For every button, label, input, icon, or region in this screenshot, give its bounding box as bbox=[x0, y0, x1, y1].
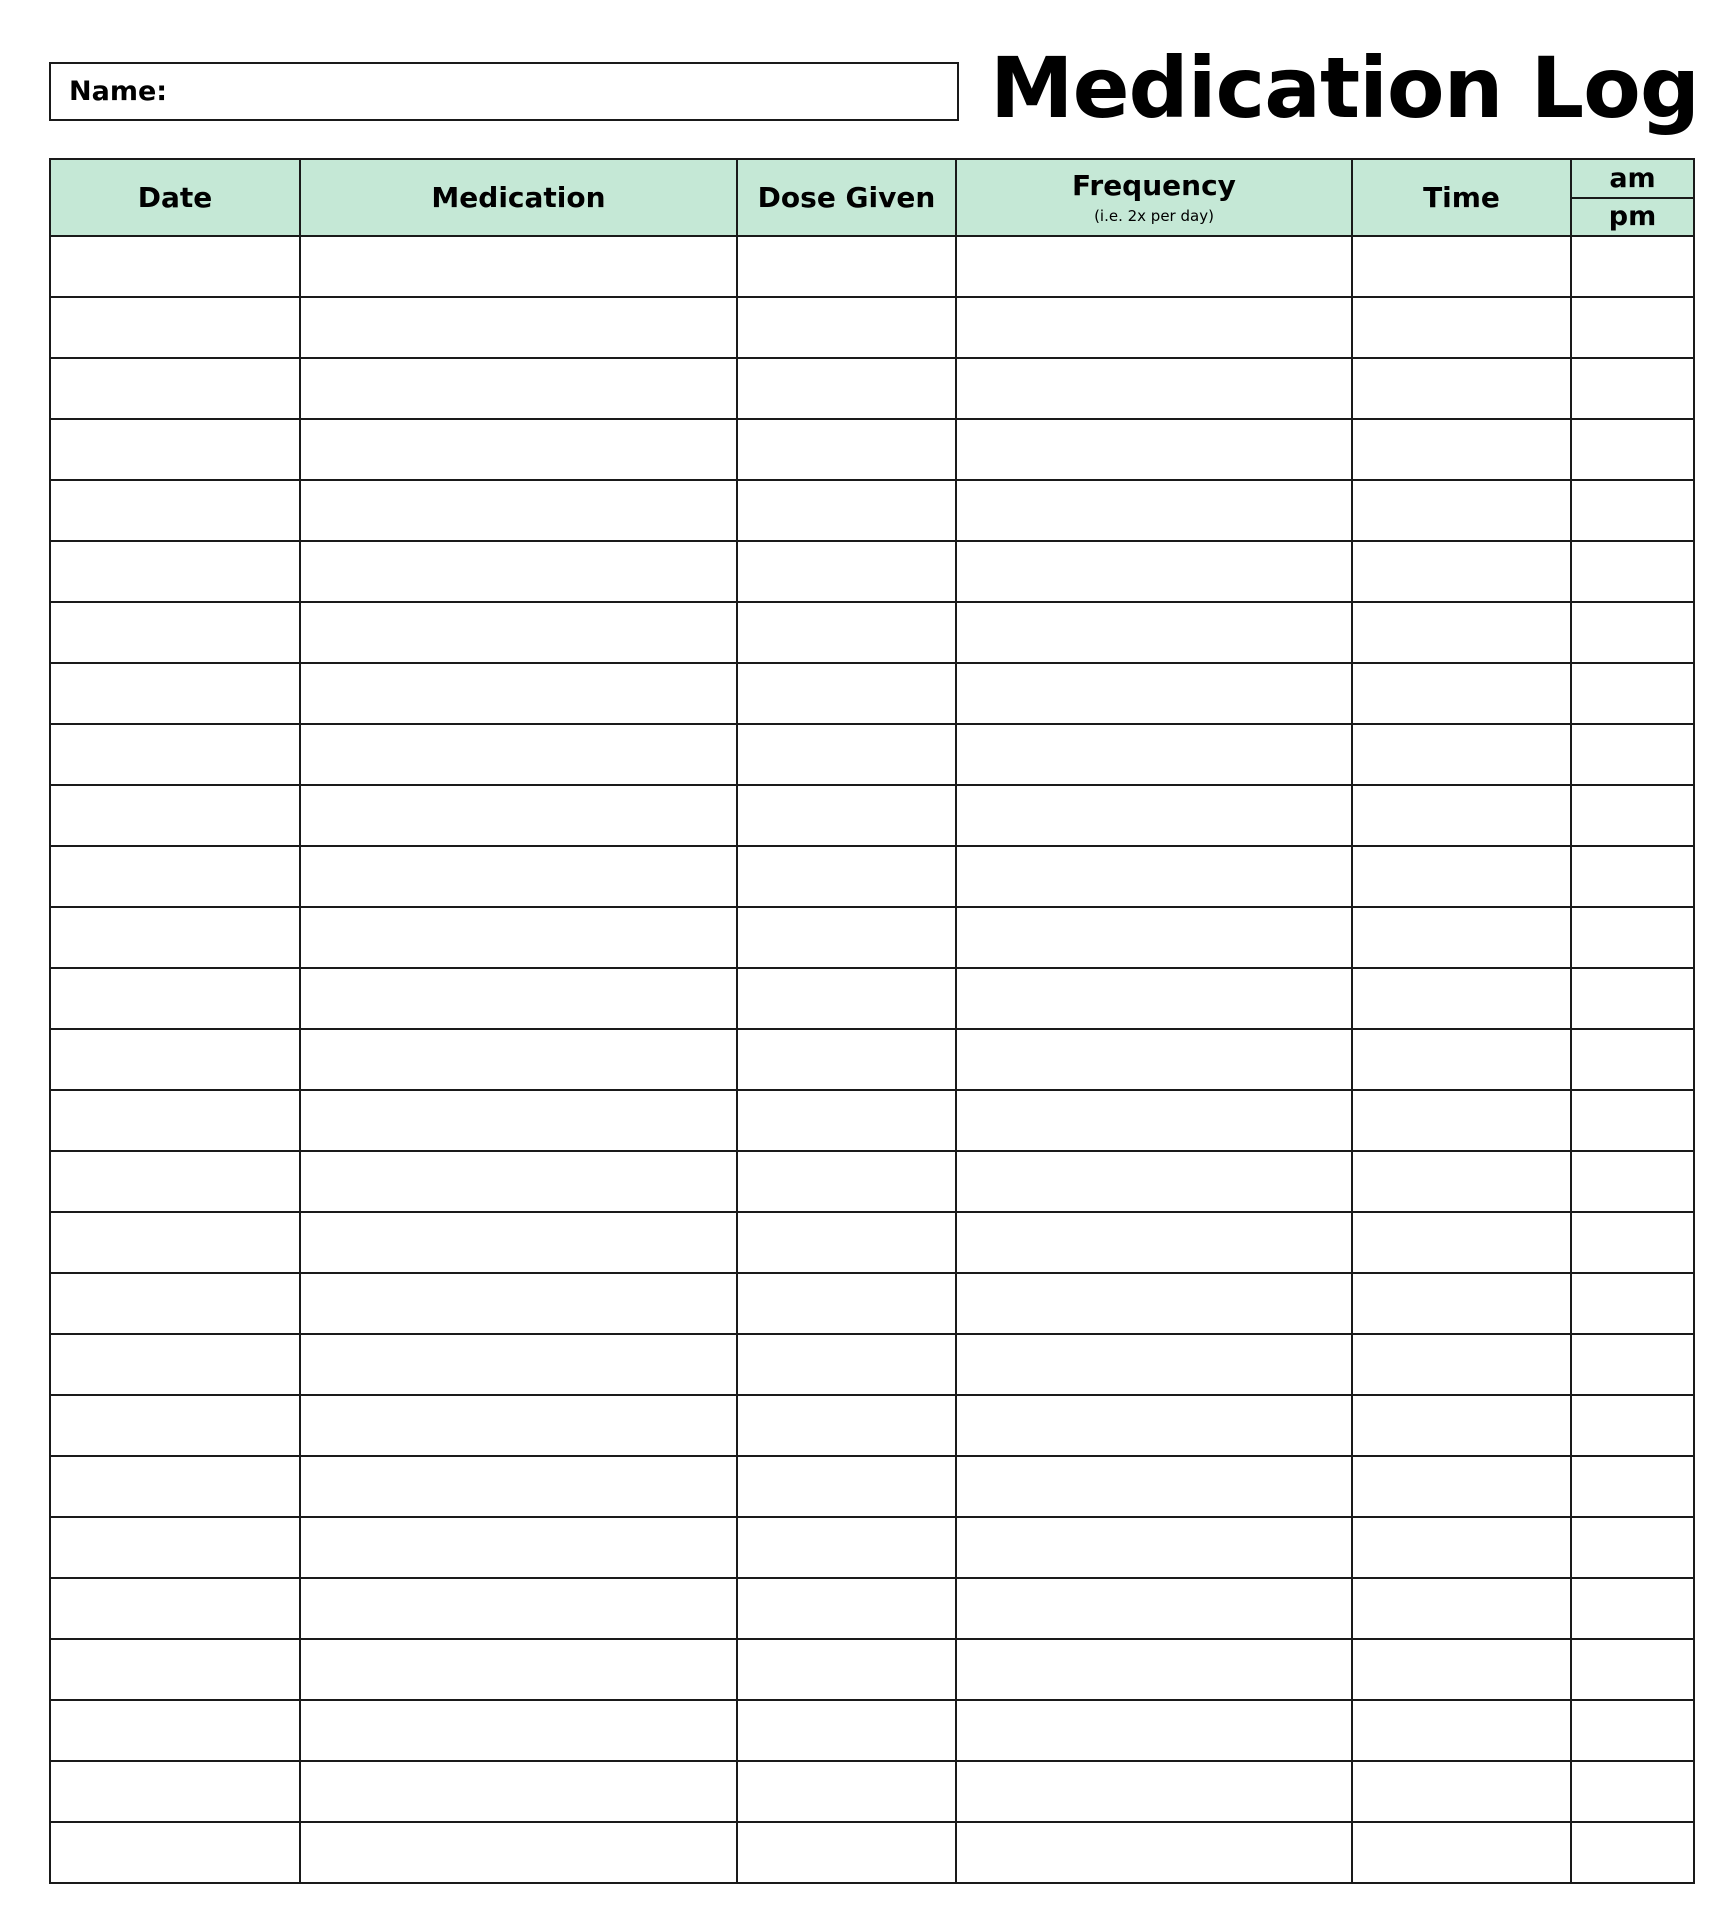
medication-cell[interactable] bbox=[300, 968, 737, 1029]
dose-cell[interactable] bbox=[737, 1273, 956, 1334]
frequency-cell[interactable] bbox=[956, 1700, 1352, 1761]
time-cell[interactable] bbox=[1352, 297, 1571, 358]
date-cell[interactable] bbox=[50, 968, 300, 1029]
time-cell[interactable] bbox=[1352, 541, 1571, 602]
table-row bbox=[50, 1212, 1694, 1273]
time-cell[interactable] bbox=[1352, 846, 1571, 907]
time-cell[interactable] bbox=[1352, 1212, 1571, 1273]
am-pm-cell[interactable] bbox=[1571, 1151, 1694, 1212]
am-pm-cell[interactable] bbox=[1571, 236, 1694, 297]
frequency-cell[interactable] bbox=[956, 785, 1352, 846]
date-cell[interactable] bbox=[50, 1639, 300, 1700]
table-row bbox=[50, 1334, 1694, 1395]
frequency-cell[interactable] bbox=[956, 663, 1352, 724]
date-cell[interactable] bbox=[50, 1700, 300, 1761]
time-cell[interactable] bbox=[1352, 1029, 1571, 1090]
date-cell[interactable] bbox=[50, 1273, 300, 1334]
medication-cell[interactable] bbox=[300, 846, 737, 907]
dose-cell[interactable] bbox=[737, 1334, 956, 1395]
dose-cell[interactable] bbox=[737, 1761, 956, 1822]
medication-cell[interactable] bbox=[300, 1700, 737, 1761]
dose-cell[interactable] bbox=[737, 236, 956, 297]
table-row bbox=[50, 1822, 1694, 1883]
table-row bbox=[50, 968, 1694, 1029]
table-row bbox=[50, 419, 1694, 480]
frequency-cell[interactable] bbox=[956, 541, 1352, 602]
date-cell[interactable] bbox=[50, 663, 300, 724]
am-pm-cell[interactable] bbox=[1571, 1395, 1694, 1456]
frequency-cell[interactable] bbox=[956, 236, 1352, 297]
am-pm-cell[interactable] bbox=[1571, 1822, 1694, 1883]
date-cell[interactable] bbox=[50, 724, 300, 785]
medication-cell[interactable] bbox=[300, 1029, 737, 1090]
dose-cell[interactable] bbox=[737, 1822, 956, 1883]
dose-cell[interactable] bbox=[737, 1700, 956, 1761]
column-header-am-pm bbox=[1571, 159, 1694, 236]
medication-cell[interactable] bbox=[300, 1273, 737, 1334]
am-pm-cell[interactable] bbox=[1571, 907, 1694, 968]
frequency-cell[interactable] bbox=[956, 602, 1352, 663]
table-row bbox=[50, 1578, 1694, 1639]
table-row bbox=[50, 1517, 1694, 1578]
time-cell[interactable] bbox=[1352, 358, 1571, 419]
am-pm-cell[interactable] bbox=[1571, 541, 1694, 602]
medication-cell[interactable] bbox=[300, 663, 737, 724]
log-body bbox=[50, 236, 1694, 1883]
table-row bbox=[50, 724, 1694, 785]
am-pm-cell[interactable] bbox=[1571, 602, 1694, 663]
date-cell[interactable] bbox=[50, 1151, 300, 1212]
am-pm-cell[interactable] bbox=[1571, 724, 1694, 785]
date-cell[interactable] bbox=[50, 907, 300, 968]
medication-cell[interactable] bbox=[300, 1395, 737, 1456]
am-pm-cell[interactable] bbox=[1571, 480, 1694, 541]
frequency-cell[interactable] bbox=[956, 1761, 1352, 1822]
am-pm-cell[interactable] bbox=[1571, 1334, 1694, 1395]
dose-cell[interactable] bbox=[737, 1639, 956, 1700]
table-row bbox=[50, 358, 1694, 419]
time-cell[interactable] bbox=[1352, 480, 1571, 541]
medication-cell[interactable] bbox=[300, 541, 737, 602]
name-label: Name: bbox=[69, 76, 168, 107]
medication-cell[interactable] bbox=[300, 1456, 737, 1517]
date-cell[interactable] bbox=[50, 1578, 300, 1639]
time-cell[interactable] bbox=[1352, 1517, 1571, 1578]
frequency-cell[interactable] bbox=[956, 480, 1352, 541]
table-row bbox=[50, 846, 1694, 907]
date-cell[interactable] bbox=[50, 1334, 300, 1395]
time-cell[interactable] bbox=[1352, 1761, 1571, 1822]
medication-cell[interactable] bbox=[300, 1822, 737, 1883]
am-pm-cell[interactable] bbox=[1571, 968, 1694, 1029]
frequency-cell[interactable] bbox=[956, 1029, 1352, 1090]
frequency-cell[interactable] bbox=[956, 1212, 1352, 1273]
am-pm-cell[interactable] bbox=[1571, 1090, 1694, 1151]
frequency-cell[interactable] bbox=[956, 968, 1352, 1029]
frequency-cell[interactable] bbox=[956, 1395, 1352, 1456]
frequency-cell[interactable] bbox=[956, 1090, 1352, 1151]
am-pm-cell[interactable] bbox=[1571, 846, 1694, 907]
dose-cell[interactable] bbox=[737, 663, 956, 724]
time-cell[interactable] bbox=[1352, 419, 1571, 480]
table-row bbox=[50, 785, 1694, 846]
date-cell[interactable] bbox=[50, 602, 300, 663]
frequency-cell[interactable] bbox=[956, 1273, 1352, 1334]
table-row bbox=[50, 236, 1694, 297]
dose-cell[interactable] bbox=[737, 785, 956, 846]
time-cell[interactable] bbox=[1352, 1334, 1571, 1395]
am-pm-cell[interactable] bbox=[1571, 1212, 1694, 1273]
table-row bbox=[50, 1029, 1694, 1090]
medication-cell[interactable] bbox=[300, 1578, 737, 1639]
date-cell[interactable] bbox=[50, 1822, 300, 1883]
am-pm-cell[interactable] bbox=[1571, 1700, 1694, 1761]
frequency-cell[interactable] bbox=[956, 724, 1352, 785]
table-row bbox=[50, 297, 1694, 358]
dose-cell[interactable] bbox=[737, 1456, 956, 1517]
time-cell[interactable] bbox=[1352, 1822, 1571, 1883]
date-cell[interactable] bbox=[50, 1212, 300, 1273]
am-pm-cell[interactable] bbox=[1571, 663, 1694, 724]
frequency-cell[interactable] bbox=[956, 1334, 1352, 1395]
am-pm-cell[interactable] bbox=[1571, 1273, 1694, 1334]
dose-cell[interactable] bbox=[737, 602, 956, 663]
am-pm-cell[interactable] bbox=[1571, 297, 1694, 358]
medication-cell[interactable] bbox=[300, 1639, 737, 1700]
table-row bbox=[50, 541, 1694, 602]
medication-cell[interactable] bbox=[300, 785, 737, 846]
date-cell[interactable] bbox=[50, 785, 300, 846]
frequency-cell[interactable] bbox=[956, 1151, 1352, 1212]
table-row bbox=[50, 1456, 1694, 1517]
frequency-cell[interactable] bbox=[956, 1517, 1352, 1578]
date-cell[interactable] bbox=[50, 1517, 300, 1578]
time-cell[interactable] bbox=[1352, 236, 1571, 297]
table-row bbox=[50, 1639, 1694, 1700]
name-field[interactable] bbox=[49, 62, 959, 121]
dose-cell[interactable] bbox=[737, 541, 956, 602]
frequency-cell[interactable] bbox=[956, 1822, 1352, 1883]
medication-cell[interactable] bbox=[300, 419, 737, 480]
dose-cell[interactable] bbox=[737, 1395, 956, 1456]
time-cell[interactable] bbox=[1352, 1395, 1571, 1456]
date-cell[interactable] bbox=[50, 1090, 300, 1151]
am-pm-cell[interactable] bbox=[1571, 419, 1694, 480]
dose-cell[interactable] bbox=[737, 968, 956, 1029]
medication-cell[interactable] bbox=[300, 1517, 737, 1578]
header-row bbox=[50, 159, 1694, 236]
dose-cell[interactable] bbox=[737, 1029, 956, 1090]
time-cell[interactable] bbox=[1352, 1151, 1571, 1212]
date-cell[interactable] bbox=[50, 358, 300, 419]
pm-label: pm bbox=[1608, 201, 1657, 233]
dose-cell[interactable] bbox=[737, 1517, 956, 1578]
frequency-cell[interactable] bbox=[956, 907, 1352, 968]
frequency-cell[interactable] bbox=[956, 358, 1352, 419]
medication-cell[interactable] bbox=[300, 480, 737, 541]
time-cell[interactable] bbox=[1352, 1456, 1571, 1517]
date-cell[interactable] bbox=[50, 419, 300, 480]
medication-cell[interactable] bbox=[300, 1761, 737, 1822]
frequency-cell[interactable] bbox=[956, 419, 1352, 480]
frequency-note: (i.e. 2x per day) bbox=[1094, 206, 1214, 225]
dose-cell[interactable] bbox=[737, 419, 956, 480]
time-cell[interactable] bbox=[1352, 1700, 1571, 1761]
dose-cell[interactable] bbox=[737, 907, 956, 968]
am-pm-cell[interactable] bbox=[1571, 785, 1694, 846]
medication-cell[interactable] bbox=[300, 236, 737, 297]
medication-cell[interactable] bbox=[300, 1212, 737, 1273]
date-cell[interactable] bbox=[50, 1029, 300, 1090]
column-header-date: Date bbox=[50, 159, 300, 236]
time-cell[interactable] bbox=[1352, 602, 1571, 663]
dose-cell[interactable] bbox=[737, 1212, 956, 1273]
frequency-cell[interactable] bbox=[956, 1578, 1352, 1639]
medication-cell[interactable] bbox=[300, 358, 737, 419]
table-row bbox=[50, 1090, 1694, 1151]
am-pm-cell[interactable] bbox=[1571, 1639, 1694, 1700]
am-label: am bbox=[1572, 160, 1693, 199]
dose-cell[interactable] bbox=[737, 358, 956, 419]
medication-cell[interactable] bbox=[300, 1334, 737, 1395]
time-cell[interactable] bbox=[1352, 1578, 1571, 1639]
column-header-time: Time bbox=[1352, 159, 1571, 236]
dose-cell[interactable] bbox=[737, 846, 956, 907]
date-cell[interactable] bbox=[50, 297, 300, 358]
column-header-medication: Medication bbox=[300, 159, 737, 236]
table-row bbox=[50, 1395, 1694, 1456]
frequency-cell[interactable] bbox=[956, 1639, 1352, 1700]
dose-cell[interactable] bbox=[737, 724, 956, 785]
date-cell[interactable] bbox=[50, 541, 300, 602]
time-cell[interactable] bbox=[1352, 1273, 1571, 1334]
date-cell[interactable] bbox=[50, 236, 300, 297]
date-cell[interactable] bbox=[50, 846, 300, 907]
dose-cell[interactable] bbox=[737, 1578, 956, 1639]
table-row bbox=[50, 602, 1694, 663]
table-row bbox=[50, 1273, 1694, 1334]
medication-cell[interactable] bbox=[300, 297, 737, 358]
dose-cell[interactable] bbox=[737, 1090, 956, 1151]
frequency-cell[interactable] bbox=[956, 297, 1352, 358]
medication-cell[interactable] bbox=[300, 724, 737, 785]
date-cell[interactable] bbox=[50, 1456, 300, 1517]
dose-cell[interactable] bbox=[737, 1151, 956, 1212]
am-pm-cell[interactable] bbox=[1571, 358, 1694, 419]
medication-cell[interactable] bbox=[300, 1090, 737, 1151]
date-cell[interactable] bbox=[50, 1761, 300, 1822]
time-cell[interactable] bbox=[1352, 785, 1571, 846]
time-cell[interactable] bbox=[1352, 663, 1571, 724]
table-row bbox=[50, 907, 1694, 968]
dose-cell[interactable] bbox=[737, 480, 956, 541]
date-cell[interactable] bbox=[50, 1395, 300, 1456]
page-title: Medication Log bbox=[990, 39, 1700, 137]
medication-log-table bbox=[49, 158, 1695, 1884]
time-cell[interactable] bbox=[1352, 968, 1571, 1029]
am-pm-cell[interactable] bbox=[1571, 1029, 1694, 1090]
column-header-frequency bbox=[956, 159, 1352, 236]
time-cell[interactable] bbox=[1352, 1639, 1571, 1700]
table-row bbox=[50, 480, 1694, 541]
am-pm-cell[interactable] bbox=[1571, 1517, 1694, 1578]
medication-cell[interactable] bbox=[300, 907, 737, 968]
frequency-label: Frequency bbox=[1072, 168, 1236, 202]
frequency-cell[interactable] bbox=[956, 1456, 1352, 1517]
column-header-dose-given: Dose Given bbox=[737, 159, 956, 236]
time-cell[interactable] bbox=[1352, 907, 1571, 968]
dose-cell[interactable] bbox=[737, 297, 956, 358]
table-row bbox=[50, 663, 1694, 724]
table-row bbox=[50, 1700, 1694, 1761]
time-cell[interactable] bbox=[1352, 1090, 1571, 1151]
table-row bbox=[50, 1761, 1694, 1822]
frequency-cell[interactable] bbox=[956, 846, 1352, 907]
medication-cell[interactable] bbox=[300, 602, 737, 663]
table-row bbox=[50, 1151, 1694, 1212]
medication-cell[interactable] bbox=[300, 1151, 737, 1212]
time-cell[interactable] bbox=[1352, 724, 1571, 785]
am-pm-cell[interactable] bbox=[1571, 1578, 1694, 1639]
am-pm-cell[interactable] bbox=[1571, 1761, 1694, 1822]
date-cell[interactable] bbox=[50, 480, 300, 541]
am-pm-cell[interactable] bbox=[1571, 1456, 1694, 1517]
